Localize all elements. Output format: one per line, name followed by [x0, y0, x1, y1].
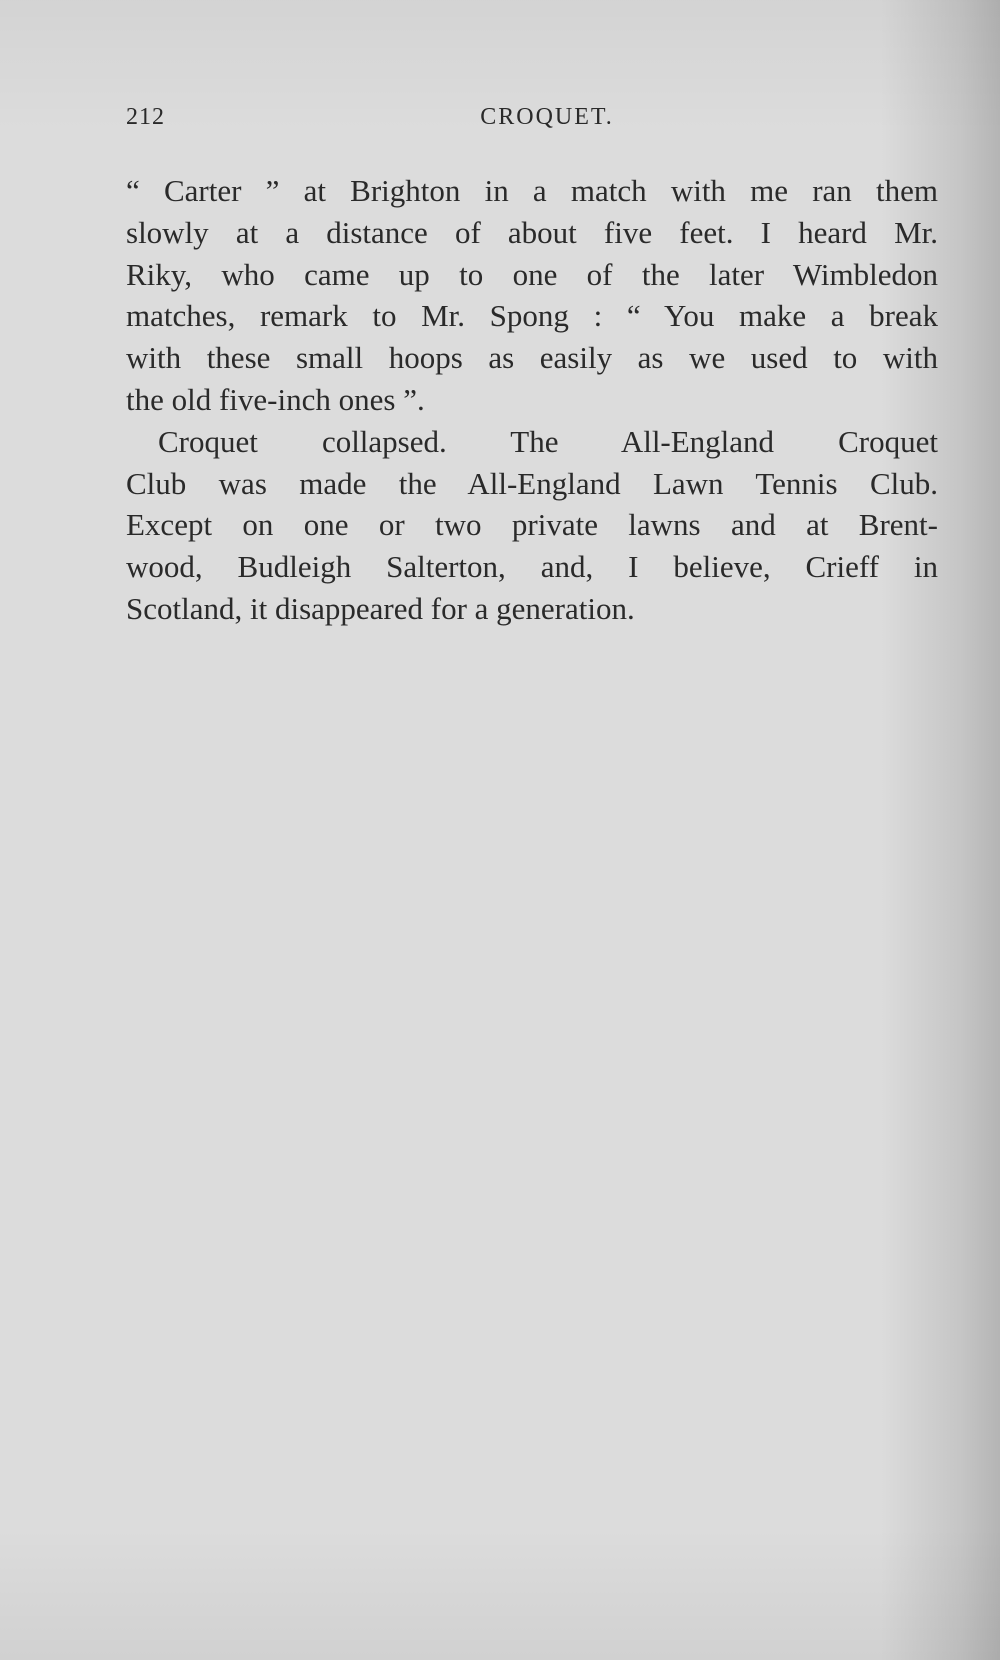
- running-head: [126, 104, 938, 138]
- text-line: Riky, who came up to one of the later Wimbledon: [126, 256, 938, 292]
- text-line: slowly at a distance of about five feet. I heard Mr.: [126, 214, 938, 250]
- text-line: “ Carter ” at Brighton in a match with me ran them: [126, 173, 938, 208]
- paragraph-2: [126, 421, 938, 630]
- text-line: with these small hoops as easily as we used to with: [126, 340, 938, 376]
- running-title: CROQUET.: [480, 104, 614, 130]
- text-line: matches, remark to Mr. Spong : “ You make a break: [126, 298, 938, 334]
- text-line: Except on one or two private lawns and at Brent-: [126, 507, 938, 543]
- text-line: wood, Budleigh Salterton, and, I believe, Crieff in: [126, 549, 938, 585]
- text-line: Club was made the All-England Lawn Tennis Club.: [126, 465, 938, 501]
- text-line: Croquet collapsed. The All-England Croquet: [158, 423, 938, 459]
- paragraph-1: [126, 170, 938, 421]
- text-line: the old five-inch ones ”.: [126, 381, 425, 417]
- text-line: Scotland, it disappeared for a generation.: [126, 590, 635, 626]
- body-text: [126, 170, 938, 630]
- page-number: 212: [126, 104, 165, 130]
